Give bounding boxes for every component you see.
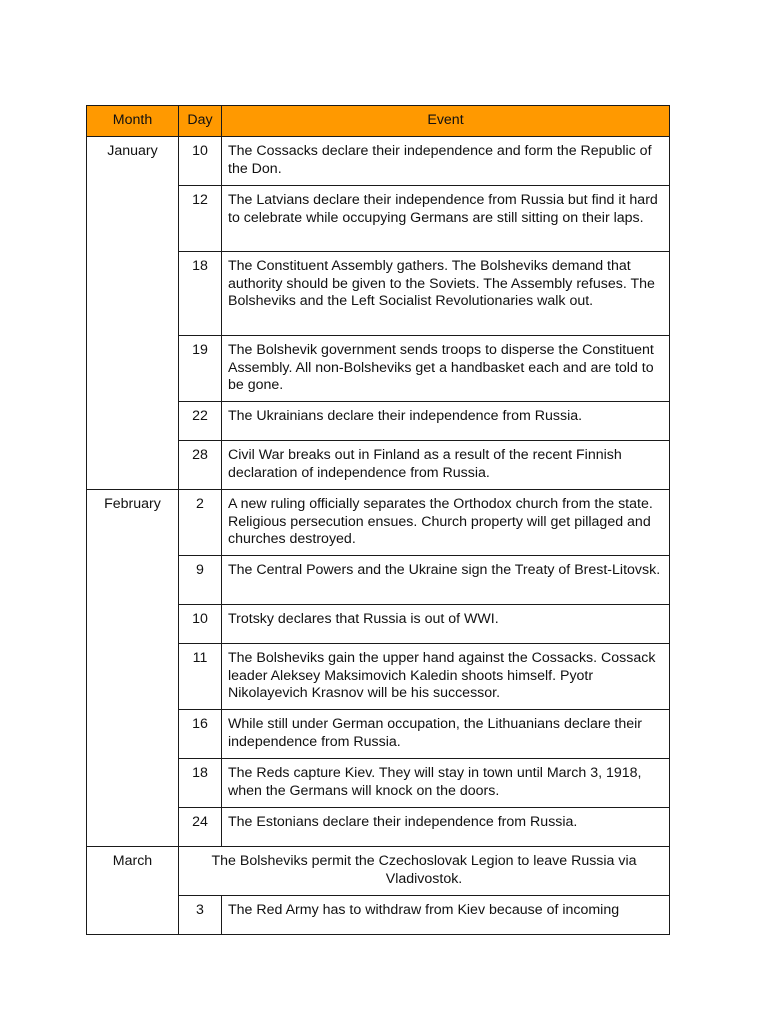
table-row [87, 490, 670, 556]
event-cell: The Cossacks declare their independence and form the Republic of the Don. [222, 137, 670, 186]
event-cell: The Constituent Assembly gathers. The Bolsheviks demand that authority should be given to the Soviets. The Assembly refuses. The Bolsheviks and the Left Socialist Revolutionaries walk out. [222, 252, 670, 336]
month-header: Month [87, 106, 179, 137]
day-cell: 19 [179, 336, 222, 402]
event-cell: Civil War breaks out in Finland as a result of the recent Finnish declaration of independence from Russia. [222, 441, 670, 490]
day-cell: 18 [179, 759, 222, 808]
month-cell: January [87, 137, 179, 490]
event-cell: The Bolshevik government sends troops to disperse the Constituent Assembly. All non-Bolsheviks get a handbasket each and are told to be gone. [222, 336, 670, 402]
event-cell: The Red Army has to withdraw from Kiev because of incoming [222, 896, 670, 935]
day-cell: 18 [179, 252, 222, 336]
event-cell: A new ruling officially separates the Orthodox church from the state. Religious persecution ensues. Church property will get pillaged and churches destroyed. [222, 490, 670, 556]
event-cell: The Bolsheviks permit the Czechoslovak Legion to leave Russia via Vladivostok. [179, 847, 670, 896]
month-cell: March [87, 847, 179, 935]
day-cell: 16 [179, 710, 222, 759]
event-cell: The Latvians declare their independence from Russia but find it hard to celebrate while occupying Germans are still sitting on their laps. [222, 186, 670, 252]
day-cell: 11 [179, 644, 222, 710]
day-cell: 10 [179, 137, 222, 186]
event-cell: While still under German occupation, the Lithuanians declare their independence from Russia. [222, 710, 670, 759]
month-cell: February [87, 490, 179, 847]
day-cell: 12 [179, 186, 222, 252]
event-header: Event [222, 106, 670, 137]
table-row [87, 847, 670, 896]
day-cell: 22 [179, 402, 222, 441]
day-cell: 10 [179, 605, 222, 644]
day-cell: 2 [179, 490, 222, 556]
event-cell: The Central Powers and the Ukraine sign the Treaty of Brest-Litovsk. [222, 556, 670, 605]
event-cell: The Bolsheviks gain the upper hand against the Cossacks. Cossack leader Aleksey Maksimovich Kaledin shoots himself. Pyotr Nikolayevich Krasnov will be his successor. [222, 644, 670, 710]
day-cell: 24 [179, 808, 222, 847]
event-cell: The Estonians declare their independence from Russia. [222, 808, 670, 847]
event-cell: The Ukrainians declare their independence from Russia. [222, 402, 670, 441]
header-row [87, 106, 670, 137]
events-table [86, 105, 670, 935]
event-cell: Trotsky declares that Russia is out of WWI. [222, 605, 670, 644]
table-row [87, 137, 670, 186]
day-cell: 28 [179, 441, 222, 490]
event-cell: The Reds capture Kiev. They will stay in town until March 3, 1918, when the Germans will knock on the doors. [222, 759, 670, 808]
day-header: Day [179, 106, 222, 137]
day-cell: 3 [179, 896, 222, 935]
day-cell: 9 [179, 556, 222, 605]
